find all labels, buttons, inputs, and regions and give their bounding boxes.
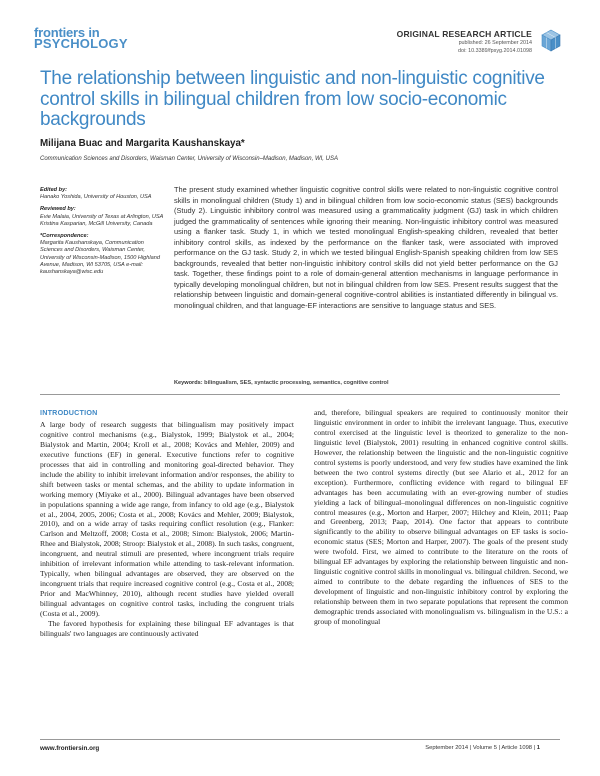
- reviewed-label: Reviewed by:: [40, 206, 76, 213]
- footer-info: [425, 745, 540, 751]
- keywords: [174, 380, 389, 386]
- right-paragraph-1: and, therefore, bilingual speakers are required to continuously monitor their linguistic environment in order to inhibit the irrelevant language. Thus, executive control exercised at the linguistic level is theorized to generalize to the non-linguistic level (Bialystok, 2001) resulting in enhanced cognitive control skills. However, the relationship between the linguistic and the non-linguistic cognitive control systems is poorly understood, and very few studies have examined the link between the two control systems directly (but see Alario et al., 2012 for an exception). Furthermore, conflicting evidence with regard to bilingual EF advantages has been accumulating with an ever-growing number of studies yielding a lack of bilingual–monolingual differences on non-linguistic cognitive control measures (e.g., Morton and Harper, 2007; Hilchey and Klein, 2011; Paap and Greenberg, 2013; Paap, 2014). One factor that appears to contribute significantly to the ability to observe bilingual advantages on EF tasks is socio-economic status (SES; Morton and Harper, 2007). The goals of the present study were twofold. First, we aimed to contribute to the literature on the roots of bilingual EF advantages by exploring the relationship between linguistic and non-linguistic cognitive control skills in monolingual vs. bilingual children. Second, we aimed to contribute to the debate regarding the influences of SES to the development of linguistic and non-linguistic inhibitory control by exploring the relationship between them in two separate populations that represent the common demographic trends associated with monolingualism vs. bilingualism in the U.S.: a group of monolingual: [314, 408, 568, 627]
- abstract: The present study examined whether linguistic cognitive control skills were related to non-linguistic cognitive control skills in monolingual children (Study 1) and in bilingual children from low socio-economic status (SES) backgrounds (Study 2). Linguistic inhibitory control was measured using a grammaticality judgment (GJ) task in which children judged the grammaticality of sentences while ignoring their meaning. Non-linguistic inhibitory control was measured using a flanker task. Study 1, in which we tested monolingual English-speaking children, revealed that better inhibitory control skills, as indexed by the performance on the flanker task, were associated with improved performance on the GJ task. Study 2, in which we tested bilingual English-Spanish speaking children from low SES backgrounds, revealed that better non-linguistic inhibitory control skills did not yield better performance on the GJ task. Together, these findings point to a role of domain-general attention mechanisms in language performance in typically developing monolingual children, but not in bilingual children from low SES. Present results suggest that the relationship between linguistic and domain-general cognitive-control abilities is instantiated differently in bilingual vs. monolingual children, and that language-EF interactions are sensitive to language status and SES.: [174, 185, 558, 310]
- journal-logo-line1: frontiers in: [34, 25, 100, 40]
- journal-logo-line2: PSYCHOLOGY: [34, 36, 128, 51]
- left-paragraph-2: The favored hypothesis for explaining these bilingual EF advantages is that bilinguals' two languages are continuously activated: [40, 619, 294, 638]
- article-header: [397, 29, 532, 55]
- left-paragraph-1: A large body of research suggests that bilingualism may positively impact cognitive control mechanisms (e.g., Bialystok, 1999; Bialystok et al., 2004; Bialystok and Martin, 2004; Kroll et al., 2008; Kovács and Mehler, 2009) and executive functions (EF) in general. Executive functions refer to cognitive processes that aid in controlling and monitoring goal-directed behavior. They include the ability to inhibit irrelevant information and/or responses, the ability to shift between tasks or mental schemas, and the ability to update information in working memory (Miyake et al., 2000). Bilingual advantages have been observed in populations spanning a wide age range, from infancy to old age (e.g., Bialystok et al., 2004, 2005, 2006; Costa et al., 2008; Kovács and Mehler, 2009; Bialystok, 2010), and on a wide array of tasks requiring conflict resolution (e.g., Flanker: Carlson and Meltzoff, 2008; Costa et al., 2008; Simon: Bialystok, 2006; Martin-Rhee and Bialystok, 2008; Stroop: Bialystok et al., 2008). In such tasks, congruent, incongruent, and neutral stimuli are presented, where incongruent trials require inhibition of irrelevant information while attending to task-relevant information. Typically, when bilingual advantages are observed, they are observed on the incongruent trials that require increased cognitive control (e.g., Costa et al., 2008; Prior and MacWhinney, 2010), although recent studies have yielded overall bilingual advantages on cognitive control tasks, including the congruent trials (Costa et al., 2009).: [40, 419, 294, 619]
- reviewed-text: Evie Malaia, University of Texas at Arlington, USA Kristina Kasparian, McGill University, Canada: [40, 213, 164, 227]
- body-column-right: [314, 408, 568, 627]
- authors: Milijana Buac and Margarita Kaushanskaya*: [40, 138, 245, 149]
- section-divider: [40, 394, 560, 395]
- correspondence-text: Margarita Kaushanskaya, Communication Sciences and Disorders, Waisman Center, University of Wisconsin-Madison, 1500 Highland Avenue, Madison, WI 53705, USA e-mail: kaushanskaya@wisc.edu: [40, 240, 160, 276]
- keywords-text: bilingualism, SES, syntactic processing, semantics, cognitive control: [204, 380, 389, 386]
- journal-logo: [34, 27, 128, 50]
- edited-label: Edited by:: [40, 187, 68, 193]
- affiliation: Communication Sciences and Disorders, Waisman Center, University of Wisconsin–Madison, Madison, WI, USA: [40, 156, 338, 162]
- edited-text: Hanako Yoshida, University of Houston, USA: [40, 194, 152, 201]
- published-date: published: 26 September 2014: [458, 40, 532, 46]
- body-column-left: [40, 408, 294, 639]
- correspondence-label: *Correspondence:: [40, 233, 89, 240]
- page-number: 1: [536, 745, 540, 751]
- doi: doi: 10.3389/fpsyg.2014.01098: [457, 48, 532, 54]
- journal-cube-icon: [540, 28, 562, 54]
- article-title: The relationship between linguistic and non-linguistic cognitive control skills in bilingual children from low socio-economic backgrounds: [40, 68, 545, 130]
- sidebar: [40, 187, 165, 281]
- article-type: ORIGINAL RESEARCH ARTICLE: [396, 29, 532, 39]
- keywords-label: Keywords:: [174, 380, 203, 386]
- footer-divider: [40, 739, 560, 740]
- intro-heading: INTRODUCTION: [40, 408, 98, 417]
- footer-citation: September 2014 | Volume 5 | Article 1098 |: [425, 745, 536, 751]
- footer-site-link[interactable]: www.frontiersin.org: [40, 745, 100, 752]
